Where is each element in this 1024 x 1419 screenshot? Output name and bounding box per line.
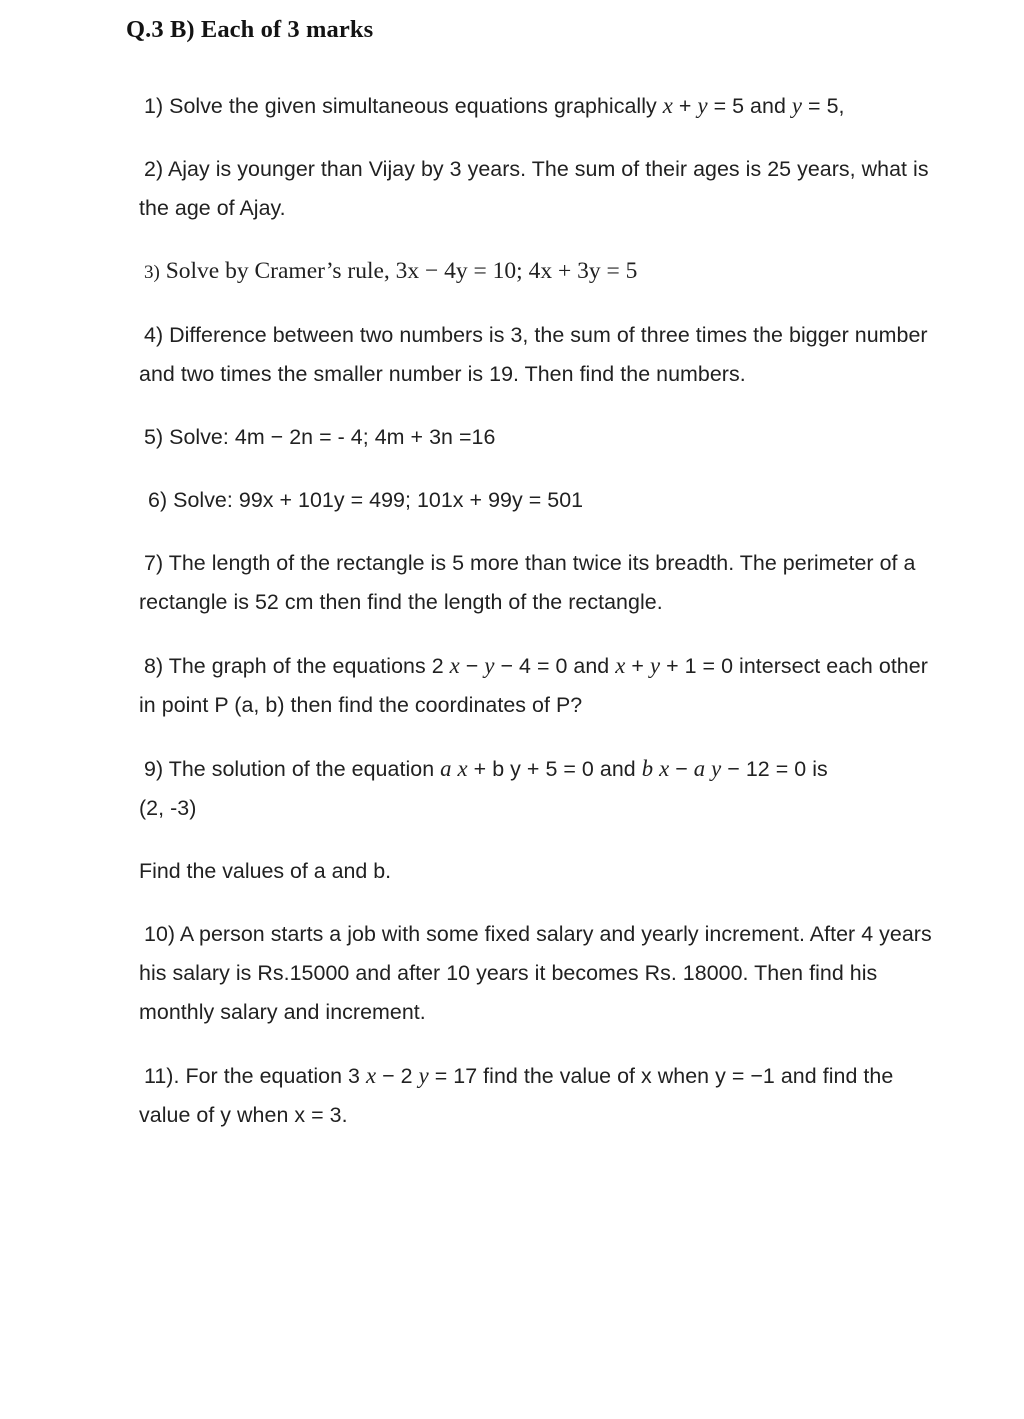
question-4-number: 4)	[144, 323, 164, 347]
question-11-text-c: = 17 find the value of x when y = −1 and find the value of y when x = 3.	[139, 1064, 894, 1127]
question-item-10	[0, 915, 1024, 1032]
question-2-number: 2)	[144, 157, 164, 181]
question-9-var-y2: y	[711, 756, 722, 781]
question-item-8	[0, 646, 1024, 725]
question-9-text-a: The solution of the equation	[168, 757, 435, 781]
question-item-7	[0, 544, 1024, 622]
question-8-op-plus: +	[631, 654, 644, 678]
find-values-line	[0, 852, 1024, 891]
question-8-text-c: − 4 = 0 and	[500, 654, 610, 678]
question-item-4	[0, 316, 1024, 394]
question-9-coordinates: (2, -3)	[139, 796, 197, 820]
question-8-var-x2: x	[615, 653, 626, 678]
question-item-5	[0, 418, 1024, 457]
question-11-var-x: x	[366, 1063, 377, 1088]
question-6-text: Solve: 99x + 101y = 499; 101x + 99y = 501	[173, 488, 584, 512]
question-8-op-minus: −	[465, 654, 479, 678]
question-11-op-minus: − 2	[382, 1064, 413, 1088]
question-11-text-a: For the equation 3	[185, 1064, 361, 1088]
question-item-1	[0, 86, 1024, 126]
question-2-text: Ajay is younger than Vijay by 3 years. The sum of their ages is 25 years, what is the age of Ajay.	[139, 157, 929, 220]
question-7-number: 7)	[144, 551, 164, 575]
question-8-text-a: The graph of the equations 2	[168, 654, 444, 678]
question-9-op-plus: +	[473, 757, 487, 781]
question-9-var-b2: b	[641, 756, 654, 781]
question-9-text-c: + 5 = 0 and	[526, 757, 636, 781]
question-9-var-a: a	[440, 756, 452, 781]
question-8-var-y2: y	[649, 653, 661, 678]
question-1-var-x: x	[662, 93, 673, 118]
question-item-9	[0, 749, 1024, 828]
question-9-var-x2: x	[659, 756, 670, 781]
question-9-op-minus: −	[675, 757, 688, 781]
question-5-text: Solve: 4m − 2n = - 4; 4m + 3n =16	[169, 425, 496, 449]
question-11-var-y: y	[418, 1063, 429, 1088]
question-1-eq-second: = 5,	[808, 94, 845, 118]
question-list	[0, 86, 1024, 1159]
find-values-text: Find the values of a and b.	[139, 859, 392, 883]
question-11-number: 11).	[144, 1064, 180, 1088]
question-1-op-plus: +	[678, 94, 692, 118]
question-item-2	[0, 150, 1024, 228]
question-9-var-a2: a	[693, 756, 706, 781]
question-6-number: 6)	[148, 488, 168, 512]
question-1-number: 1)	[144, 94, 164, 118]
question-8-text-e: + 1 = 0 intersect each other in point P (a, b) then find the coordinates of P?	[139, 654, 928, 717]
question-1-text: Solve the given simultaneous equations graphically	[169, 94, 657, 118]
question-9-number: 9)	[144, 757, 164, 781]
question-9-text-e: − 12 = 0 is	[727, 757, 828, 781]
question-8-var-y: y	[484, 653, 495, 678]
question-item-6	[0, 481, 1024, 520]
question-item-3	[0, 252, 1024, 292]
page-title: Q.3 B) Each of 3 marks	[126, 16, 374, 43]
question-4-text: Difference between two numbers is 3, the sum of three times the bigger number and two times the smaller number is 19. Then find the numbers.	[139, 323, 928, 386]
question-3-number: 3)	[144, 262, 160, 283]
question-10-number: 10)	[144, 922, 176, 946]
question-1-var-y: y	[697, 93, 708, 118]
question-1-eq-first: = 5 and	[713, 94, 786, 118]
question-8-var-x: x	[449, 653, 460, 678]
question-7-text: The length of the rectangle is 5 more than twice its breadth. The perimeter of a rectangle is 52 cm then find the length of the rectangle.	[139, 551, 916, 614]
question-5-number: 5)	[144, 425, 164, 449]
question-1-var-y2: y	[791, 93, 803, 118]
question-3-text: Solve by Cramer’s rule, 3x − 4y = 10; 4x + 3y = 5	[165, 258, 638, 284]
question-9-var-x: x	[457, 756, 468, 781]
question-9-var-y: y	[510, 757, 521, 781]
question-10-text: A person starts a job with some fixed salary and yearly increment. After 4 years his salary is Rs.15000 and after 10 years it becomes Rs. 18000. Then find his monthly salary and increment.	[139, 922, 932, 1024]
question-item-11	[0, 1056, 1024, 1135]
question-8-number: 8)	[144, 654, 164, 678]
question-9-var-b: b	[492, 757, 505, 781]
